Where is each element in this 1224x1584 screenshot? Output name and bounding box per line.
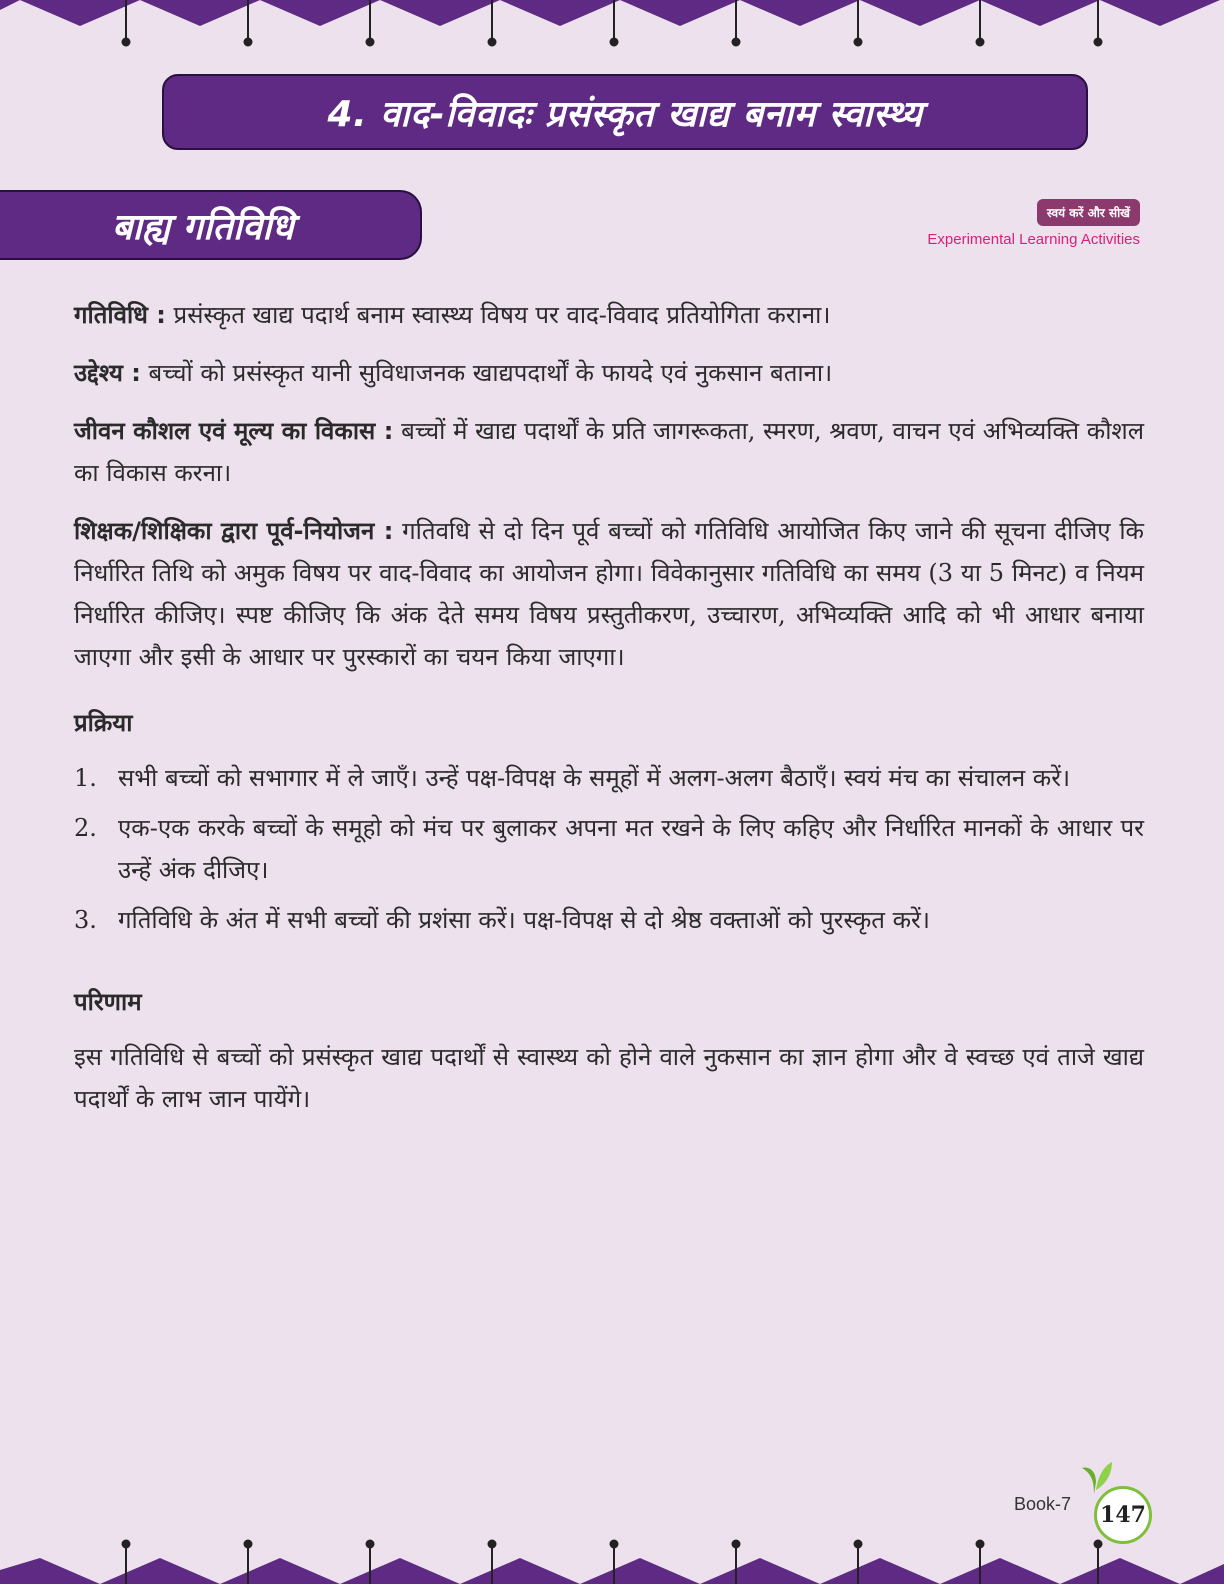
page-footer: [1014, 1460, 1174, 1540]
process-heading: प्रक्रिया: [74, 709, 133, 737]
step-number: 2.: [74, 814, 97, 842]
intro-label: गतिविधि :: [74, 301, 166, 329]
intro-text: बच्चों को प्रसंस्कृत यानी सुविधाजनक खाद्यपदार्थों के फायदे एवं नुकसान बताना।: [148, 359, 833, 387]
top-zigzag-border: [0, 0, 1224, 50]
badge-subtitle: Experimental Learning Activities: [927, 231, 1140, 248]
intro-activity: [74, 294, 1144, 336]
intro-text: गतिवधि से दो दिन पूर्व बच्चों को गतिविधि आयोजित किए जाने की सूचना दीजिए कि निर्धारित तिथि को अमुक विषय पर वाद-विवाद का आयोजन होगा। विवेकानुसार गतिविधि का समय (3 या 5 मिनट) व नियम निर्धारित कीजिए। स्पष्ट कीजिए कि अंक देते समय विषय प्रस्तुतीकरण, उच्चारण, अभिव्यक्ति आदि को भी आधार बनाया जाएगा और इसी के आधार पर पुरस्कारों का चयन किया जाएगा।: [74, 517, 1144, 671]
results-heading: परिणाम: [74, 988, 142, 1016]
list-item: [74, 757, 1144, 799]
intro-objective: [74, 352, 1144, 394]
activity-badge: [927, 199, 1140, 248]
step-number: 3.: [74, 906, 97, 934]
section-banner: बाह्य गतिविधि: [0, 190, 422, 260]
page-content: [74, 294, 1144, 1136]
results-text: इस गतिविधि से बच्चों को प्रसंस्कृत खाद्य पदार्थों से स्वास्थ्य को होने वाले नुकसान का ज्ञान होगा और वे स्वच्छ एवं ताजे खाद्य पदार्थों के लाभ जान पायेंगे।: [74, 1043, 1144, 1113]
intro-text: प्रसंस्कृत खाद्य पदार्थ बनाम स्वास्थ्य विषय पर वाद-विवाद प्रतियोगिता कराना।: [173, 301, 831, 329]
step-number: 1.: [74, 764, 97, 792]
intro-label: जीवन कौशल एवं मूल्य का विकास :: [74, 417, 394, 445]
page-number: 147: [1094, 1486, 1152, 1544]
intro-teacher-planning: [74, 510, 1144, 678]
intro-text: बच्चों में खाद्य पदार्थों के प्रति जागरूकता, स्मरण, श्रवण, वाचन एवं अभिव्यक्ति कौशल का विकास करना।: [74, 417, 1145, 487]
process-steps: [74, 757, 1144, 941]
badge-label: स्वयं करें और सीखें: [1037, 199, 1140, 226]
intro-life-skills: [74, 410, 1144, 494]
book-label: Book-7: [1014, 1494, 1072, 1514]
step-text: सभी बच्चों को सभागार में ले जाएँ। उन्हें पक्ष-विपक्ष के समूहों में अलग-अलग बैठाएँ। स्वयं मंच का संचालन करें।: [118, 764, 1071, 792]
step-text: एक-एक करके बच्चों के समूहो को मंच पर बुलाकर अपना मत रखने के लिए कहिए और निर्धारित मानकों के आधार पर उन्हें अंक दीजिए।: [118, 814, 1144, 884]
chapter-title: 4. वाद-विवादः प्रसंस्कृत खाद्य बनाम स्वास्थ्य: [162, 74, 1088, 150]
intro-label: उद्देश्य :: [74, 359, 141, 387]
list-item: [74, 899, 1144, 941]
list-item: [74, 807, 1144, 891]
bottom-zigzag-border: [0, 1534, 1224, 1584]
step-text: गतिविधि के अंत में सभी बच्चों की प्रशंसा करें। पक्ष-विपक्ष से दो श्रेष्ठ वक्ताओं को पुरस्कृत करें।: [118, 906, 930, 934]
intro-label: शिक्षक/शिक्षिका द्वारा पूर्व-नियोजन :: [74, 517, 394, 545]
